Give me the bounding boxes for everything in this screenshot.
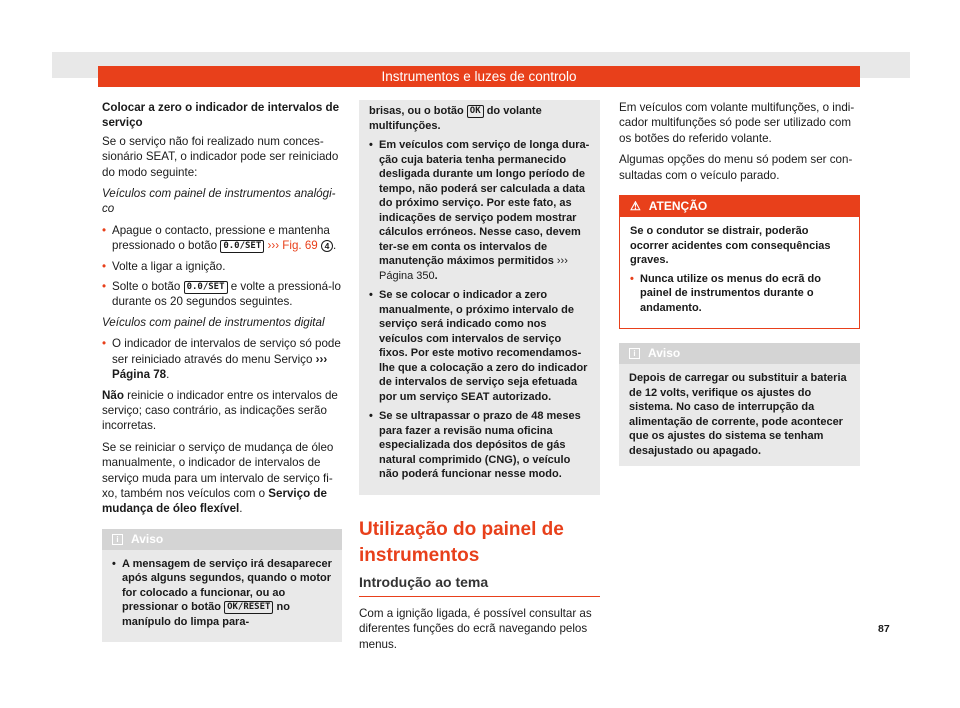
- aviso-continued: brisas, ou o botão OK do volante multifunções. • Em veículos com serviço de longa duração cuja bateria tenha permanecido desligada durante um longo período de tempo, não poderá ser calculada a data do próximo serviço. Por este fato, as indicações de serviço podem mostrar cálculos erróneos. Nesse caso, devem ter-se em conta os intervalos de manutenção máximos permitidos ››› Página 350. • Se se colocar o indicador a zero manualmente, o próximo intervalo de serviço será indicado como nos veículos com intervalos de serviço fixos. Por este motivo recomendamos-lhe que a colocação a zero do indicador de intervalos de serviço seja efetuada por um serviço SEAT autorizado. • Se se ultrapassar o prazo de 48 meses para fazer a revisão numa oficina especializada dos depósitos de gás natural comprimido (CNG), o veículo não poderá funcionar nesse modo.: [359, 100, 600, 495]
- section-intro-paragraph: Com a ignição ligada, é possível consultar as diferentes funções do ecrã navegando pelos menus.: [359, 606, 592, 651]
- digital-subtitle: Veículos com painel de instrumentos digital: [102, 315, 325, 329]
- list-item: • Se se ultrapassar o prazo de 48 meses para fazer a revisão numa oficina especializada dos depósitos de gás natural comprimido (CNG), o veículo não poderá funcionar nesse modo.: [369, 410, 581, 480]
- section-heading: Colocar a zero o indicador de intervalos de serviço: [102, 101, 340, 130]
- warning-body: Se o condutor se distrair, poderão ocorrer acidentes com consequências graves. • Nunca utilize os menus do ecrã do painel de instrumentos durante o andamento.: [620, 217, 859, 328]
- list-item: • A mensagem de serviço irá desaparecer após alguns segundos, quando o motor for colocado a funcionar, ou ao pressionar o botão OK/RESET no manípulo do limpa para-: [112, 557, 332, 628]
- chapter-header: Instrumentos e luzes de controlo: [98, 66, 860, 87]
- ok-reset-button-icon: OK/RESET: [224, 601, 273, 614]
- bullet-icon: •: [102, 259, 107, 273]
- list-item: • Em veículos com serviço de longa duração cuja bateria tenha permanecido desligada durante um longo período de tempo, não poderá ser calculada a data do próximo serviço. Por este fato, as indicações de serviço podem mostrar cálculos erróneos. Nesse caso, devem ter-se em conta os intervalos de manutenção máximos permitidos ››› Página 350.: [369, 139, 590, 282]
- aviso-header: i Aviso: [619, 343, 860, 364]
- bullet-icon: •: [112, 557, 116, 570]
- aviso-note: [619, 343, 860, 466]
- column-left: [102, 100, 342, 642]
- bullet-icon: •: [630, 272, 634, 285]
- bullet-icon: •: [102, 280, 107, 294]
- column-middle: [359, 100, 600, 658]
- oil-service-paragraph: Se se reiniciar o serviço de mudança de óleo manualmente, o indicador de intervalos de serviço muda para um intervalo de serviço fixo, também nos veículos com o Serviço de mudança de óleo flexível.: [102, 440, 334, 516]
- bullet-icon: •: [102, 223, 107, 237]
- ok-button-icon: OK: [467, 105, 484, 118]
- list-item: • O indicador de intervalos de serviço só pode ser reiniciado através do menu Serviço ››› Página 78.: [102, 337, 341, 382]
- reset-warning-paragraph: Não reinicie o indicador entre os intervalos de serviço; caso contrário, as indicações serão incorretas.: [102, 388, 338, 433]
- bullet-icon: •: [369, 410, 373, 422]
- list-item: • Volte a ligar a ignição.: [102, 259, 226, 273]
- page-number: 87: [878, 623, 890, 635]
- info-icon: i: [629, 348, 640, 359]
- section-subtitle: Introdução ao tema: [359, 575, 600, 597]
- page-link[interactable]: ››› Página 78: [112, 352, 328, 382]
- list-item: • Se se colocar o indicador a zero manualmente, o próximo intervalo de serviço será indicado como nos veículos com intervalos de serviço fixos. Por este motivo recomendamos-lhe que a colocação a zero do indicador de intervalos de serviço seja efetuada por um serviço SEAT autorizado.: [369, 289, 588, 403]
- aviso-body: Depois de carregar ou substituir a bateria de 12 volts, verifique os ajustes do sistema. No caso de interrupção da alimentação de corrente, pode acontecer que os ajustes do sistema se tenham desajustado ou apagado.: [629, 372, 847, 457]
- aviso-note: [102, 529, 342, 643]
- set-button-icon: 0.0/SET: [184, 281, 228, 294]
- set-button-icon: 0.0/SET: [220, 240, 264, 253]
- list-item: • Solte o botão 0.0/SET e volte a pressioná-lo durante os 20 segundos seguintes.: [102, 280, 341, 309]
- aviso-body: [102, 550, 342, 643]
- list-item: • Nunca utilize os menus do ecrã do painel de instrumentos durante o andamento.: [630, 272, 821, 314]
- bullet-icon: •: [102, 337, 107, 351]
- info-icon: i: [112, 534, 123, 545]
- analog-subtitle: Veículos com painel de instrumentos analógico: [102, 187, 336, 216]
- warning-header: ⚠ ATENÇÃO: [620, 196, 859, 217]
- multifunction-paragraph: Em veículos com volante multifunções, o indicador multifunções só pode ser utilizado com os botões do referido volante.: [619, 101, 855, 145]
- figure-link[interactable]: ››› Fig. 69: [267, 239, 318, 253]
- page-link[interactable]: ››› Página 350: [379, 255, 568, 282]
- menu-options-paragraph: Algumas opções do menu só podem ser consultadas com o veículo parado.: [619, 153, 853, 182]
- warning-triangle-icon: ⚠: [630, 199, 641, 214]
- warning-box: [619, 195, 860, 329]
- aviso-header: i Aviso: [102, 529, 342, 550]
- bullet-icon: •: [369, 139, 373, 151]
- column-right: [619, 100, 860, 466]
- bullet-icon: •: [369, 289, 373, 301]
- section-title: Utilização do painel de instrumentos: [359, 518, 564, 566]
- list-item: • Apague o contacto, pressione e mantenha pressionado o botão 0.0/SET ››› Fig. 69 4 .: [102, 223, 337, 253]
- intro-paragraph: Se o serviço não foi realizado num concessionário SEAT, o indicador pode ser reiniciado do modo seguinte:: [102, 134, 339, 179]
- callout-number-icon: 4: [321, 240, 333, 252]
